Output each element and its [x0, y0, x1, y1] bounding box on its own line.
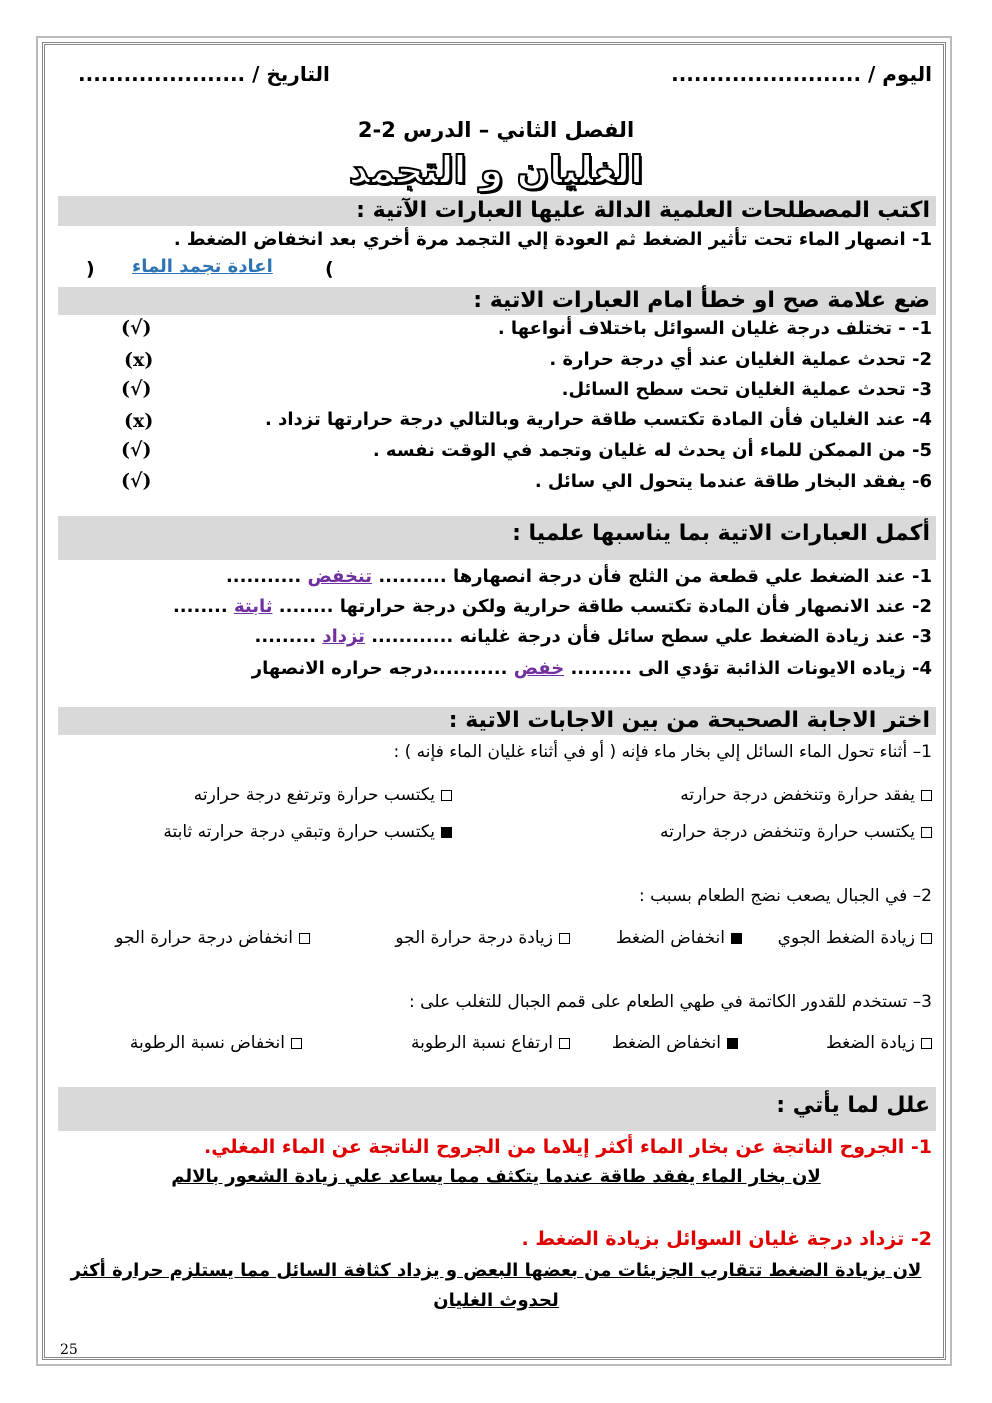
checkbox-icon[interactable] — [921, 1038, 932, 1049]
checkbox-icon[interactable] — [299, 933, 310, 944]
complete-item: 3- عند زيادة الضغط علي سطح سائل فأن درجة غليانه ............ تزداد ......... — [254, 626, 932, 647]
mcq-option: انخفاض درجة حرارة الجو — [115, 928, 310, 948]
tf-item: 5- من الممكن للماء أن يحدث له غليان وتجمد في الوقت نفسه . — [372, 440, 932, 461]
explain-question: 2- تزداد درجة غليان السوائل بزيادة الضغط . — [521, 1228, 932, 1250]
section-heading-true-false: ضع علامة صح او خطأ امام العبارات الاتية : — [58, 287, 936, 315]
tf-mark: (x) — [124, 410, 154, 432]
mcq-option: انخفاض نسبة الرطوبة — [130, 1033, 302, 1053]
tf-mark: (√) — [121, 470, 152, 492]
tf-mark: (√) — [121, 378, 152, 400]
mcq-option: يكتسب حرارة وتبقي درجة حرارته ثابتة — [163, 822, 452, 842]
tf-item: 1- - تختلف درجة غليان السوائل باختلاف أنواعها . — [497, 318, 932, 339]
paren-open: ( — [325, 258, 334, 280]
tf-item: 3- تحدث عملية الغليان تحت سطح السائل. — [561, 379, 932, 400]
explain-answer: لان بزيادة الضغط تتقارب الجزيئات من بعضها البعض و يزداد كثافة السائل مما يستلزم حرارة أكثر — [70, 1260, 922, 1281]
tf-item: 6- يفقد البخار طاقة عندما يتحول الي سائل . — [534, 471, 932, 492]
checkbox-icon[interactable] — [559, 933, 570, 944]
paren-close: ) — [86, 258, 95, 280]
complete-answer: تزداد — [322, 626, 365, 647]
mcq-option: يفقد حرارة وتنخفض درجة حرارته — [680, 785, 932, 805]
lesson-title: الغليان و التجمد — [348, 148, 644, 192]
mcq-option: انخفاض الضغط — [616, 928, 742, 948]
tf-mark: (√) — [121, 439, 152, 461]
complete-item: 4- زياده الايونات الذائبة تؤدي الى ......... خفض ...........درجه حراره الانصهار — [251, 658, 932, 679]
checkbox-checked-icon[interactable] — [731, 933, 742, 944]
section-heading-mcq: اختر الاجابة الصحيحة من بين الاجابات الاتية : — [58, 707, 936, 735]
tf-mark: (x) — [124, 349, 154, 371]
checkbox-icon[interactable] — [291, 1038, 302, 1049]
mcq-option: زيادة الضغط الجوي — [778, 928, 932, 948]
checkbox-checked-icon[interactable] — [441, 827, 452, 838]
tf-item: 2- تحدث عملية الغليان عند أي درجة حرارة . — [549, 349, 932, 370]
checkbox-icon[interactable] — [921, 790, 932, 801]
day-field: اليوم / ......................... — [671, 62, 932, 86]
chapter-title: الفصل الثاني – الدرس 2-2 — [357, 118, 635, 142]
checkbox-icon[interactable] — [921, 933, 932, 944]
complete-item: 1- عند الضغط علي قطعة من الثلج فأن درجة انصهارها .......... تنخفض ........... — [225, 566, 932, 587]
mcq-option: يكتسب حرارة وترتفع درجة حرارته — [194, 785, 452, 805]
explain-answer-continued: لحدوث الغليان — [433, 1290, 559, 1311]
mcq-question: 1– أثناء تحول الماء السائل إلي بخار ماء فإنه ( أو في أثناء غليان الماء فإنه ) : — [393, 742, 932, 762]
page-number: 25 — [60, 1342, 78, 1358]
mcq-option: زيادة الضغط — [826, 1033, 932, 1053]
mcq-option: زيادة درجة حرارة الجو — [395, 928, 570, 948]
complete-answer: ثابتة — [233, 596, 273, 617]
date-field: التاريخ / ...................... — [78, 62, 330, 86]
mcq-option: ارتفاع نسبة الرطوبة — [411, 1033, 570, 1053]
term-question: 1- انصهار الماء تحت تأثير الضغط ثم العودة إلي التجمد مرة أخري بعد انخفاض الضغط . — [173, 229, 932, 250]
section-heading-complete: أكمل العبارات الاتية بما يناسبها علميا : — [58, 516, 936, 560]
complete-answer: خفض — [513, 658, 565, 679]
checkbox-icon[interactable] — [559, 1038, 570, 1049]
explain-answer: لان بخار الماء يفقد طاقة عندما يتكثف مما يساعد علي زيادة الشعور بالالم — [171, 1166, 821, 1187]
mcq-option: يكتسب حرارة وتنخفض درجة حرارته — [660, 822, 932, 842]
complete-answer: تنخفض — [307, 566, 373, 587]
checkbox-icon[interactable] — [441, 790, 452, 801]
mcq-question: 2– في الجبال يصعب نضج الطعام بسبب : — [638, 886, 932, 906]
complete-item: 2- عند الانصهار فأن المادة تكتسب طاقة حرارية ولكن درجة حرارتها ........ ثابتة ........ — [172, 596, 932, 617]
explain-question: 1- الجروح الناتجة عن بخار الماء أكثر إيلاما من الجروح الناتجة عن الماء المغلي. — [203, 1136, 932, 1158]
tf-mark: (√) — [121, 317, 152, 339]
mcq-question: 3– تستخدم للقدور الكاتمة في طهي الطعام على قمم الجبال للتغلب على : — [409, 992, 932, 1012]
section-heading-terms: اكتب المصطلحات العلمية الدالة عليها العبارات الآتية : — [58, 196, 936, 226]
checkbox-icon[interactable] — [921, 827, 932, 838]
mcq-option: انخفاض الضغط — [612, 1033, 738, 1053]
section-heading-explain: علل لما يأتي : — [58, 1087, 936, 1131]
term-answer: اعادة تجمد الماء — [132, 256, 273, 277]
tf-item: 4- عند الغليان فأن المادة تكتسب طاقة حرارية وبالتالي درجة حرارتها تزداد . — [265, 409, 932, 430]
checkbox-checked-icon[interactable] — [727, 1038, 738, 1049]
